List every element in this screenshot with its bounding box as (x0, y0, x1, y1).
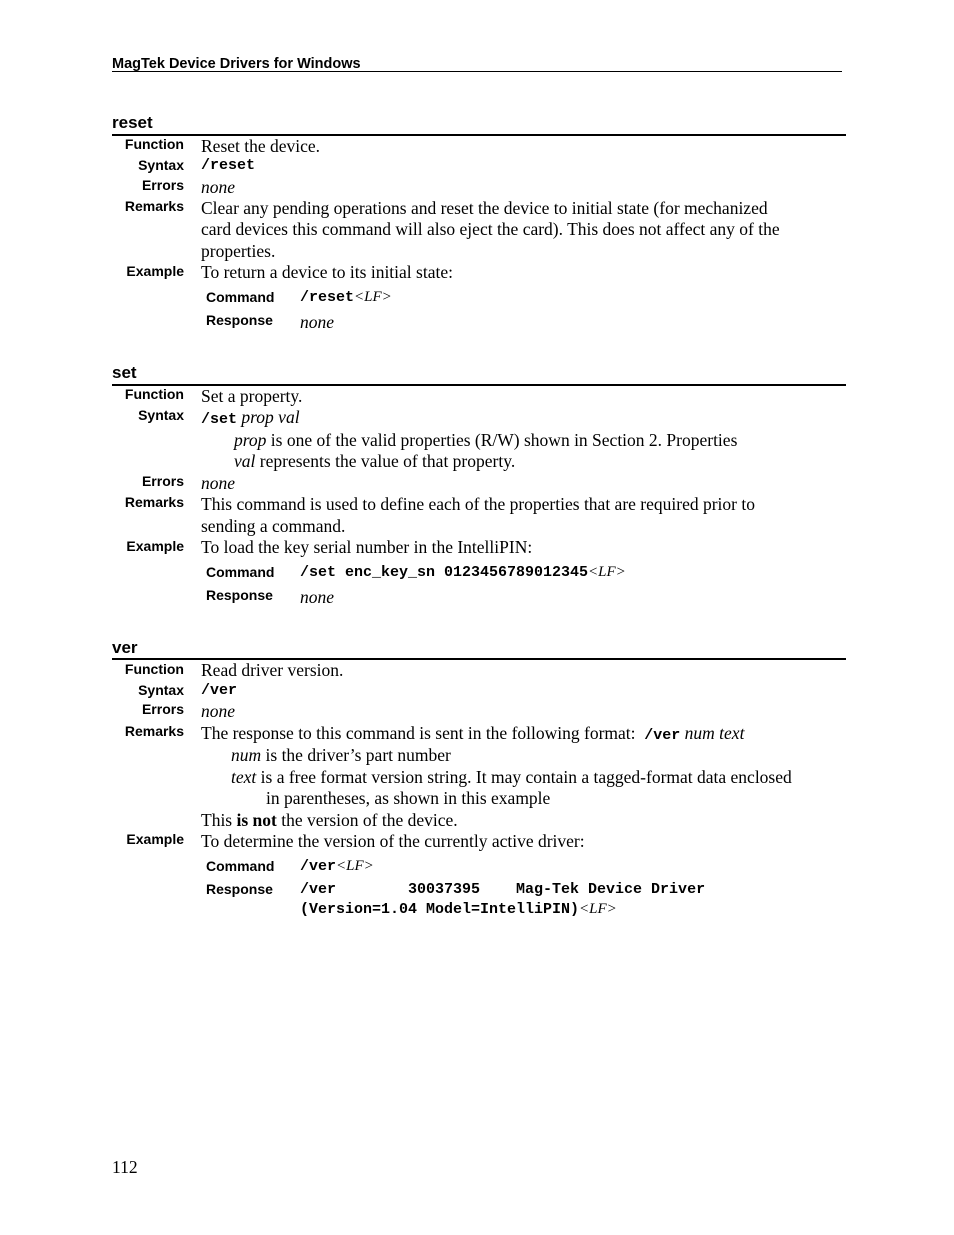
lf-token: <LF> (354, 289, 392, 305)
example-response-label: Response (206, 881, 273, 897)
label-example: Example (126, 831, 184, 847)
ver-syntax: /ver (201, 682, 238, 699)
label-errors: Errors (141, 701, 184, 717)
running-header: MagTek Device Drivers for Windows (112, 56, 361, 72)
reset-errors: none (201, 177, 236, 197)
label-remarks: Remarks (124, 494, 184, 510)
set-syntax-detail-val (234, 451, 515, 472)
term-text: text (231, 767, 257, 787)
label-remarks: Remarks (124, 723, 184, 739)
reset-remarks-line: Clear any pending operations and reset the device to initial state (for mechanized (201, 198, 768, 218)
reset-example-command (300, 288, 392, 306)
example-response-label: Response (206, 587, 273, 603)
ver-example-response-line2 (300, 900, 617, 918)
response-text: (Version=1.04 Model=IntelliPIN) (300, 901, 580, 918)
remarks-intro-text: The response to this command is sent in the following format: (201, 723, 645, 743)
section-title-ver: ver (112, 638, 138, 657)
set-remarks-line: sending a command. (201, 516, 346, 536)
label-remarks: Remarks (124, 198, 184, 214)
ver-example-response-line1: /ver 30037395 Mag-Tek Device Driver (300, 881, 706, 898)
set-errors: none (201, 473, 236, 493)
format-args: num text (680, 723, 745, 743)
reset-remarks-line: card devices this command will also eject the card). This does not affect any of the (201, 219, 780, 239)
command-text: /ver (300, 858, 337, 875)
set-example-intro: To load the key serial number in the IntelliPIN: (201, 537, 533, 557)
format-command: /ver (644, 727, 681, 744)
label-function: Function (124, 136, 184, 152)
ver-example-intro: To determine the version of the currently active driver: (201, 831, 585, 851)
label-syntax: Syntax (138, 407, 184, 423)
term-prop: prop (234, 430, 267, 450)
term-val-desc: represents the value of that property. (255, 451, 516, 471)
label-errors: Errors (141, 177, 184, 193)
term-val: val (234, 451, 256, 471)
ver-remarks-num (231, 745, 451, 766)
command-text: /set enc_key_sn 0123456789012345 (300, 564, 589, 581)
ver-errors: none (201, 701, 236, 721)
ver-remarks-note (201, 810, 458, 831)
example-response-label: Response (206, 312, 273, 328)
label-syntax: Syntax (138, 157, 184, 173)
lf-token: <LF> (336, 858, 374, 874)
set-syntax-detail-prop (234, 430, 737, 451)
ver-remarks-intro (201, 723, 744, 744)
example-command-label: Command (206, 289, 275, 305)
ver-remarks-text-cont: in parentheses, as shown in this example (266, 788, 551, 808)
ver-function-text: Read driver version. (201, 660, 344, 680)
note-bold: is not (236, 810, 277, 830)
page-number: 112 (112, 1157, 138, 1177)
header-rule (112, 71, 842, 72)
label-function: Function (124, 661, 184, 677)
command-text: /reset (300, 289, 355, 306)
syntax-command: /set (201, 411, 238, 428)
label-example: Example (126, 263, 184, 279)
label-example: Example (126, 538, 184, 554)
syntax-args: prop val (241, 407, 300, 427)
example-command-label: Command (206, 858, 275, 874)
note-pre: This (201, 810, 237, 830)
label-errors: Errors (141, 473, 184, 489)
lf-token: <LF> (579, 901, 617, 917)
label-syntax: Syntax (138, 682, 184, 698)
reset-example-intro: To return a device to its initial state: (201, 262, 453, 282)
label-function: Function (124, 386, 184, 402)
term-num: num (231, 745, 262, 765)
example-command-label: Command (206, 564, 275, 580)
reset-example-response: none (300, 312, 335, 332)
reset-syntax: /reset (201, 157, 256, 174)
set-example-response: none (300, 587, 335, 607)
set-function-text: Set a property. (201, 386, 303, 406)
set-example-command (300, 563, 626, 581)
term-num-desc: is the driver’s part number (261, 745, 451, 765)
term-prop-desc: is one of the valid properties (R/W) shown in Section 2. Properties (266, 430, 738, 450)
lf-token: <LF> (588, 564, 626, 580)
section-title-set: set (112, 363, 137, 382)
set-remarks-line: This command is used to define each of the properties that are required prior to (201, 494, 755, 514)
set-syntax (201, 407, 300, 428)
ver-example-command (300, 857, 374, 875)
ver-remarks-text (231, 767, 792, 788)
note-post: the version of the device. (276, 810, 458, 830)
reset-function-text: Reset the device. (201, 136, 321, 156)
term-text-desc: is a free format version string. It may contain a tagged-format data enclosed (256, 767, 792, 787)
section-title-reset: reset (112, 113, 153, 132)
reset-remarks-line: properties. (201, 241, 276, 261)
